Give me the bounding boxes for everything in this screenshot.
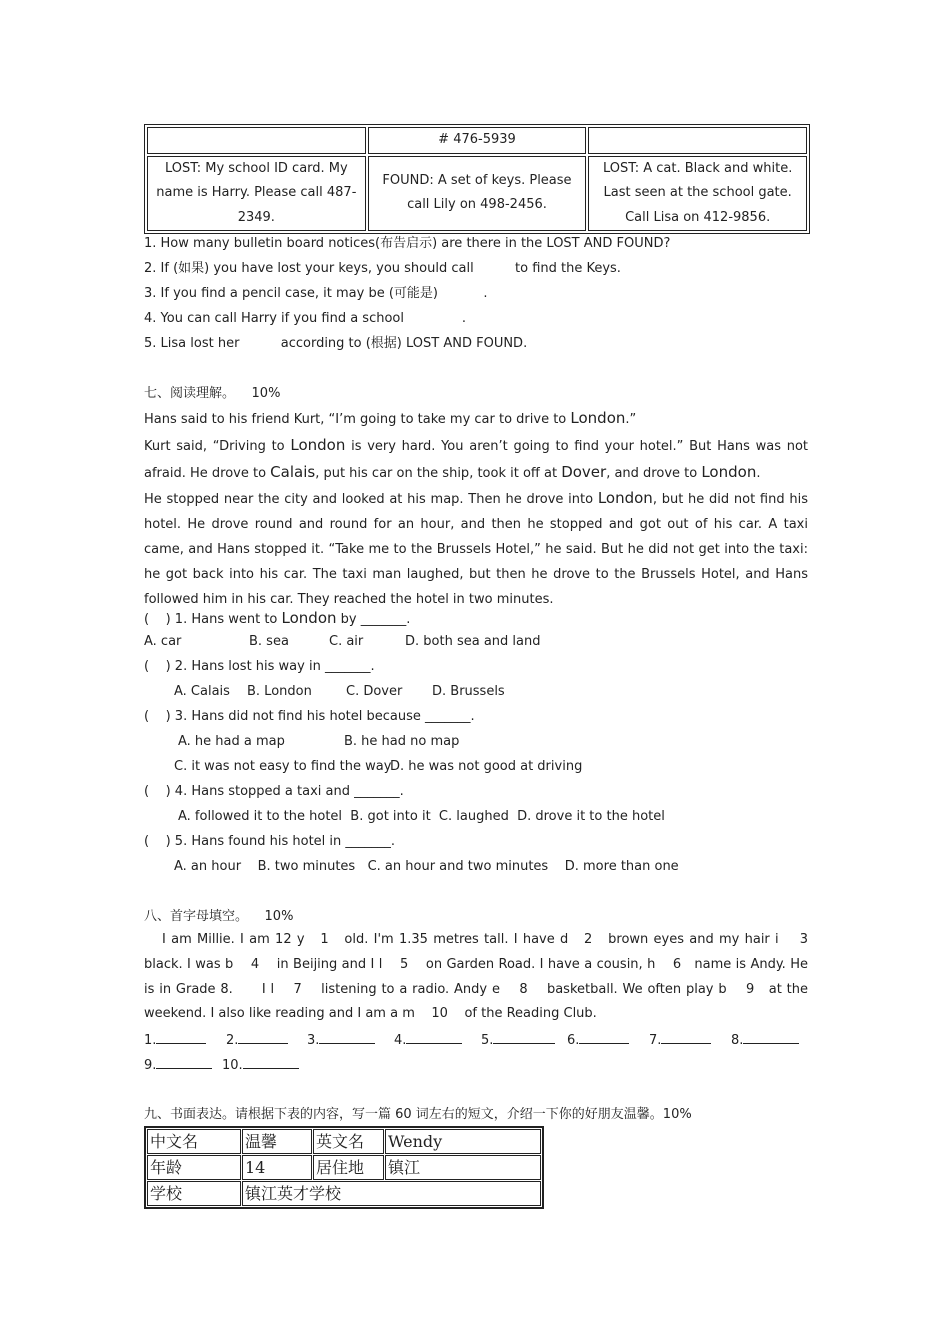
mcq-4-options: A. followed it to the hotel B. got into it C. laughed D. drove it to the hotel <box>178 809 665 824</box>
place-calais: Calais <box>270 462 316 481</box>
mcq-2: ( ) 2. Hans lost his way in _______. <box>144 659 375 674</box>
place-london: London <box>597 489 653 508</box>
place-london: London <box>281 609 337 627</box>
mcq-4: ( ) 4. Hans stopped a taxi and _______. <box>144 784 404 799</box>
table-row <box>147 1155 541 1180</box>
blank-item[interactable]: 5. <box>481 1033 555 1049</box>
reading-heading: 七、阅读理解。 10% <box>144 386 281 401</box>
question-3: 3. If you find a pencil case, it may be (可能是) . <box>144 286 488 301</box>
cloze-passage: I am Millie. I am 12 y 1 old. I'm 1.35 metres tall. I have d 2 brown eyes and my hair i 3 black. I was b 4 in Beijing and I l 5 on Garden Road. I have a cousin, h 6 name is Andy. He is in Grade 8. I l 7 listening to a radio. Andy e 8 basketball. We often play b 9 at the weekend. I also like reading and I am a m 10 of the Reading Club. <box>144 932 825 1022</box>
option: B. sea <box>249 634 289 649</box>
table-cell: 居住地 <box>313 1155 384 1180</box>
table-cell: 14 <box>242 1155 312 1180</box>
table-cell: 中文名 <box>147 1129 241 1154</box>
reading-p3: He stopped near the city and looked at his map. Then he drove into London, but he did not find his hotel. He drove round and round for an hour, and then he stopped and got out of his car. A taxi came, and Hans stopped it. “Take me to the Brussels Hotel,” he said. But he did not get into the taxi: he got back into his car. The taxi man laughed, but then he drove to the Brussels Hotel, and Hans followed him in his car. They reached the hotel in two minutes. <box>144 489 808 607</box>
blank-item[interactable]: 10. <box>222 1058 299 1074</box>
table-row <box>147 127 807 154</box>
table-cell: 镇江英才学校 <box>242 1181 541 1206</box>
table-cell: 年龄 <box>147 1155 241 1180</box>
blank-item[interactable]: 9. <box>144 1058 212 1074</box>
question-1: 1. How many bulletin board notices(布告启示) are there in the LOST AND FOUND? <box>144 236 671 251</box>
option: A. car <box>144 634 182 649</box>
table-row <box>147 1181 541 1206</box>
reading-p2: Kurt said, “Driving to London is very hard. You aren’t going to find your hotel.” But Hans was not afraid. He drove to Calais, put his car on the ship, took it off at Dover, and drove to London. <box>144 435 809 481</box>
blank-item[interactable]: 2. <box>226 1033 288 1049</box>
blank-item[interactable]: 8. <box>731 1033 799 1049</box>
lost-notice-harry: LOST: My school ID card. My name is Harry. Please call 487-2349. <box>147 156 366 232</box>
writing-heading: 九、书面表达。请根据下表的内容，写一篇 60 词左右的短文，介绍一下你的好朋友温馨。10% <box>144 1107 692 1122</box>
option: D. Brussels <box>432 684 505 699</box>
option: D. both sea and land <box>405 634 541 649</box>
mcq-5-options: A. an hour B. two minutes C. an hour and two minutes D. more than one <box>174 859 679 874</box>
option: D. he was not good at driving <box>390 759 583 774</box>
option: B. London <box>247 684 312 699</box>
found-notice-lily: FOUND: A set of keys. Please call Lily on 498-2456. <box>368 156 587 232</box>
question-5: 5. Lisa lost her according to (根据) LOST AND FOUND. <box>144 336 528 351</box>
table-cell: 温馨 <box>242 1129 312 1154</box>
table-cell: Wendy <box>385 1129 541 1154</box>
option: B. he had no map <box>344 734 460 749</box>
table-cell: 学校 <box>147 1181 241 1206</box>
table-row <box>147 1129 541 1154</box>
option: A. Calais <box>174 684 230 699</box>
table-cell: 镇江 <box>385 1155 541 1180</box>
cloze-heading: 八、首字母填空。 10% <box>144 909 294 924</box>
reading-p1: Hans said to his friend Kurt, “I’m going to take my car to drive to London.” <box>144 409 637 427</box>
option: C. it was not easy to find the way <box>174 759 392 774</box>
table-row <box>147 156 807 232</box>
mcq-1: ( ) 1. Hans went to London by _______. <box>144 609 411 627</box>
place-dover: Dover <box>561 462 607 481</box>
lost-notice-lisa: LOST: A cat. Black and white. Last seen at the school gate. Call Lisa on 412-9856. <box>588 156 807 232</box>
place-london: London <box>570 409 626 427</box>
blank-item[interactable]: 6. <box>567 1033 629 1049</box>
blank-item[interactable]: 7. <box>649 1033 711 1049</box>
mcq-3: ( ) 3. Hans did not find his hotel because _______. <box>144 709 475 724</box>
lost-found-table <box>144 124 810 234</box>
table-cell: 英文名 <box>313 1129 384 1154</box>
blank-item[interactable]: 1. <box>144 1033 206 1049</box>
table-cell <box>147 127 366 154</box>
blank-item[interactable]: 4. <box>394 1033 462 1049</box>
reading-passage <box>144 406 808 612</box>
place-london: London <box>701 462 757 481</box>
option: A. he had a map <box>178 734 285 749</box>
option: C. Dover <box>346 684 403 699</box>
table-cell <box>588 127 807 154</box>
table-cell: # 476-5939 <box>368 127 587 154</box>
place-london: London <box>290 435 346 454</box>
question-4: 4. You can call Harry if you find a school . <box>144 311 466 326</box>
question-2: 2. If (如果) you have lost your keys, you should call to find the Keys. <box>144 261 621 276</box>
mcq-5: ( ) 5. Hans found his hotel in _______. <box>144 834 396 849</box>
friend-info-table <box>144 1126 544 1209</box>
option: C. air <box>329 634 364 649</box>
blank-item[interactable]: 3. <box>307 1033 375 1049</box>
